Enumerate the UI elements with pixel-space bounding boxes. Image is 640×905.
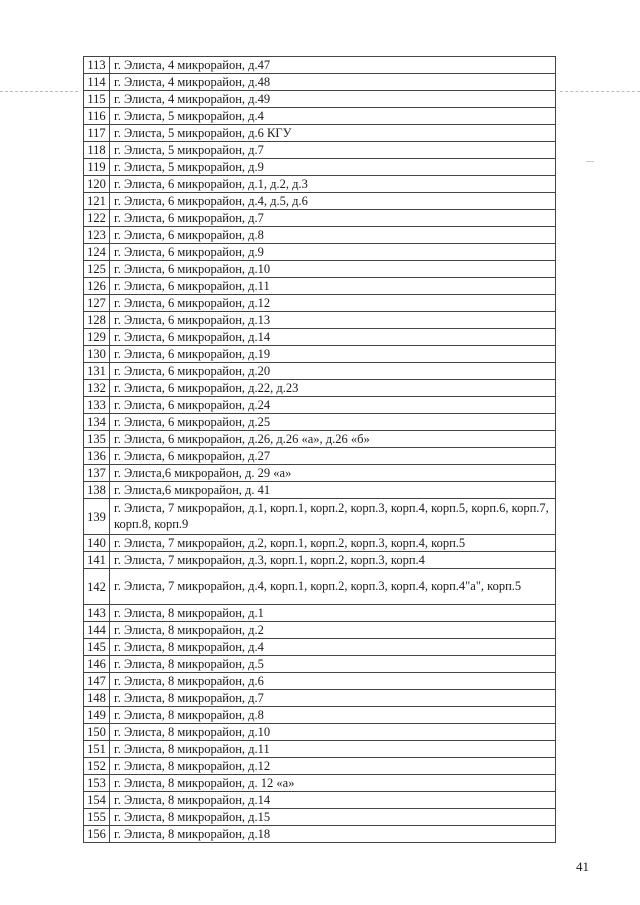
row-address: г. Элиста, 7 микрорайон, д.2, корп.1, корп.2, корп.3, корп.4, корп.5 <box>110 535 556 552</box>
row-number: 128 <box>84 312 110 329</box>
row-address: г. Элиста, 5 микрорайон, д.4 <box>110 108 556 125</box>
row-number: 117 <box>84 125 110 142</box>
table-row <box>84 431 556 448</box>
row-address: г. Элиста, 6 микрорайон, д.26, д.26 «а», д.26 «б» <box>110 431 556 448</box>
row-address: г. Элиста, 6 микрорайон, д.24 <box>110 397 556 414</box>
row-number: 151 <box>84 741 110 758</box>
table-row <box>84 57 556 74</box>
row-number: 137 <box>84 465 110 482</box>
table-row <box>84 74 556 91</box>
row-address: г. Элиста, 8 микрорайон, д.6 <box>110 673 556 690</box>
row-address: г. Элиста, 5 микрорайон, д.7 <box>110 142 556 159</box>
row-number: 143 <box>84 605 110 622</box>
table-row <box>84 380 556 397</box>
row-number: 130 <box>84 346 110 363</box>
row-number: 114 <box>84 74 110 91</box>
table-row <box>84 605 556 622</box>
table-row <box>84 363 556 380</box>
row-number: 122 <box>84 210 110 227</box>
row-number: 142 <box>84 569 110 605</box>
row-address: г. Элиста, 6 микрорайон, д.10 <box>110 261 556 278</box>
row-number: 147 <box>84 673 110 690</box>
row-address: г. Элиста, 6 микрорайон, д.19 <box>110 346 556 363</box>
page-number: 41 <box>576 859 589 874</box>
table-row <box>84 809 556 826</box>
row-address: г. Элиста, 6 микрорайон, д.7 <box>110 210 556 227</box>
row-address: г. Элиста, 8 микрорайон, д.18 <box>110 826 556 843</box>
row-number: 115 <box>84 91 110 108</box>
row-address: г. Элиста, 4 микрорайон, д.49 <box>110 91 556 108</box>
row-address: г. Элиста, 6 микрорайон, д.27 <box>110 448 556 465</box>
row-address: г. Элиста, 8 микрорайон, д.14 <box>110 792 556 809</box>
row-address: г. Элиста, 6 микрорайон, д.25 <box>110 414 556 431</box>
address-table <box>83 56 556 843</box>
row-address: г. Элиста, 6 микрорайон, д.22, д.23 <box>110 380 556 397</box>
table-row <box>84 826 556 843</box>
table-row <box>84 448 556 465</box>
table-row <box>84 125 556 142</box>
row-number: 118 <box>84 142 110 159</box>
row-address: г. Элиста, 6 микрорайон, д.12 <box>110 295 556 312</box>
scan-mark <box>586 161 594 162</box>
row-address: г. Элиста, 6 микрорайон, д.4, д.5, д.6 <box>110 193 556 210</box>
row-number: 153 <box>84 775 110 792</box>
table-row <box>84 397 556 414</box>
row-address: г. Элиста, 8 микрорайон, д.1 <box>110 605 556 622</box>
row-number: 150 <box>84 724 110 741</box>
table-row <box>84 741 556 758</box>
table-row <box>84 244 556 261</box>
row-number: 125 <box>84 261 110 278</box>
row-number: 140 <box>84 535 110 552</box>
row-number: 156 <box>84 826 110 843</box>
table-row <box>84 142 556 159</box>
scan-divider-right <box>560 91 640 92</box>
row-number: 144 <box>84 622 110 639</box>
row-number: 154 <box>84 792 110 809</box>
row-address: г. Элиста, 8 микрорайон, д.8 <box>110 707 556 724</box>
row-address: г. Элиста, 6 микрорайон, д.8 <box>110 227 556 244</box>
table-row <box>84 639 556 656</box>
row-address: г. Элиста, 8 микрорайон, д.2 <box>110 622 556 639</box>
row-number: 155 <box>84 809 110 826</box>
row-address: г. Элиста, 6 микрорайон, д.13 <box>110 312 556 329</box>
row-number: 119 <box>84 159 110 176</box>
row-number: 121 <box>84 193 110 210</box>
table-row <box>84 91 556 108</box>
table-row <box>84 210 556 227</box>
table-row <box>84 656 556 673</box>
row-number: 116 <box>84 108 110 125</box>
table-row <box>84 346 556 363</box>
row-number: 124 <box>84 244 110 261</box>
table-row <box>84 758 556 775</box>
table-row <box>84 414 556 431</box>
row-number: 135 <box>84 431 110 448</box>
scan-divider-left <box>0 91 78 92</box>
row-number: 134 <box>84 414 110 431</box>
row-number: 138 <box>84 482 110 499</box>
row-number: 113 <box>84 57 110 74</box>
table-row <box>84 535 556 552</box>
row-address: г. Элиста, 5 микрорайон, д.6 КГУ <box>110 125 556 142</box>
table-row <box>84 312 556 329</box>
row-address: г. Элиста,6 микрорайон, д. 29 «а» <box>110 465 556 482</box>
row-address: г. Элиста, 6 микрорайон, д.11 <box>110 278 556 295</box>
table-row <box>84 775 556 792</box>
row-number: 133 <box>84 397 110 414</box>
row-address: г. Элиста, 8 микрорайон, д.7 <box>110 690 556 707</box>
row-address: г. Элиста, 8 микрорайон, д. 12 «а» <box>110 775 556 792</box>
table-row <box>84 552 556 569</box>
row-address: г. Элиста, 8 микрорайон, д.4 <box>110 639 556 656</box>
row-address: г. Элиста, 8 микрорайон, д.12 <box>110 758 556 775</box>
row-number: 145 <box>84 639 110 656</box>
table-row <box>84 622 556 639</box>
row-number: 141 <box>84 552 110 569</box>
row-address: г. Элиста, 5 микрорайон, д.9 <box>110 159 556 176</box>
table-row <box>84 690 556 707</box>
row-number: 120 <box>84 176 110 193</box>
row-address: г. Элиста, 8 микрорайон, д.10 <box>110 724 556 741</box>
table-row <box>84 482 556 499</box>
table-row <box>84 673 556 690</box>
row-address: г. Элиста, 8 микрорайон, д.5 <box>110 656 556 673</box>
row-number: 123 <box>84 227 110 244</box>
row-number: 152 <box>84 758 110 775</box>
row-address: г. Элиста, 7 микрорайон, д.1, корп.1, корп.2, корп.3, корп.4, корп.5, корп.6, корп.7, корп.8, корп.9 <box>110 499 556 535</box>
row-number: 131 <box>84 363 110 380</box>
table-row <box>84 569 556 605</box>
row-address: г. Элиста, 6 микрорайон, д.1, д.2, д.3 <box>110 176 556 193</box>
row-address: г. Элиста, 4 микрорайон, д.47 <box>110 57 556 74</box>
table-row <box>84 176 556 193</box>
table-row <box>84 108 556 125</box>
table-row <box>84 329 556 346</box>
row-address: г. Элиста, 4 микрорайон, д.48 <box>110 74 556 91</box>
row-number: 126 <box>84 278 110 295</box>
table-row <box>84 193 556 210</box>
row-address: г. Элиста, 6 микрорайон, д.9 <box>110 244 556 261</box>
row-address: г. Элиста, 8 микрорайон, д.15 <box>110 809 556 826</box>
row-address: г. Элиста, 7 микрорайон, д.4, корп.1, корп.2, корп.3, корп.4, корп.4"а", корп.5 <box>110 569 556 605</box>
row-number: 139 <box>84 499 110 535</box>
row-address: г. Элиста, 6 микрорайон, д.20 <box>110 363 556 380</box>
table-row <box>84 295 556 312</box>
row-number: 132 <box>84 380 110 397</box>
row-number: 136 <box>84 448 110 465</box>
row-address: г. Элиста,6 микрорайон, д. 41 <box>110 482 556 499</box>
row-number: 146 <box>84 656 110 673</box>
row-number: 149 <box>84 707 110 724</box>
table-row <box>84 724 556 741</box>
row-number: 129 <box>84 329 110 346</box>
table-row <box>84 278 556 295</box>
row-number: 148 <box>84 690 110 707</box>
row-address: г. Элиста, 8 микрорайон, д.11 <box>110 741 556 758</box>
table-row <box>84 707 556 724</box>
row-number: 127 <box>84 295 110 312</box>
table-row <box>84 792 556 809</box>
row-address: г. Элиста, 7 микрорайон, д.3, корп.1, корп.2, корп.3, корп.4 <box>110 552 556 569</box>
table-row <box>84 465 556 482</box>
row-address: г. Элиста, 6 микрорайон, д.14 <box>110 329 556 346</box>
table-row <box>84 499 556 535</box>
table-row <box>84 227 556 244</box>
table-row <box>84 261 556 278</box>
table-row <box>84 159 556 176</box>
address-table-body <box>84 57 556 843</box>
